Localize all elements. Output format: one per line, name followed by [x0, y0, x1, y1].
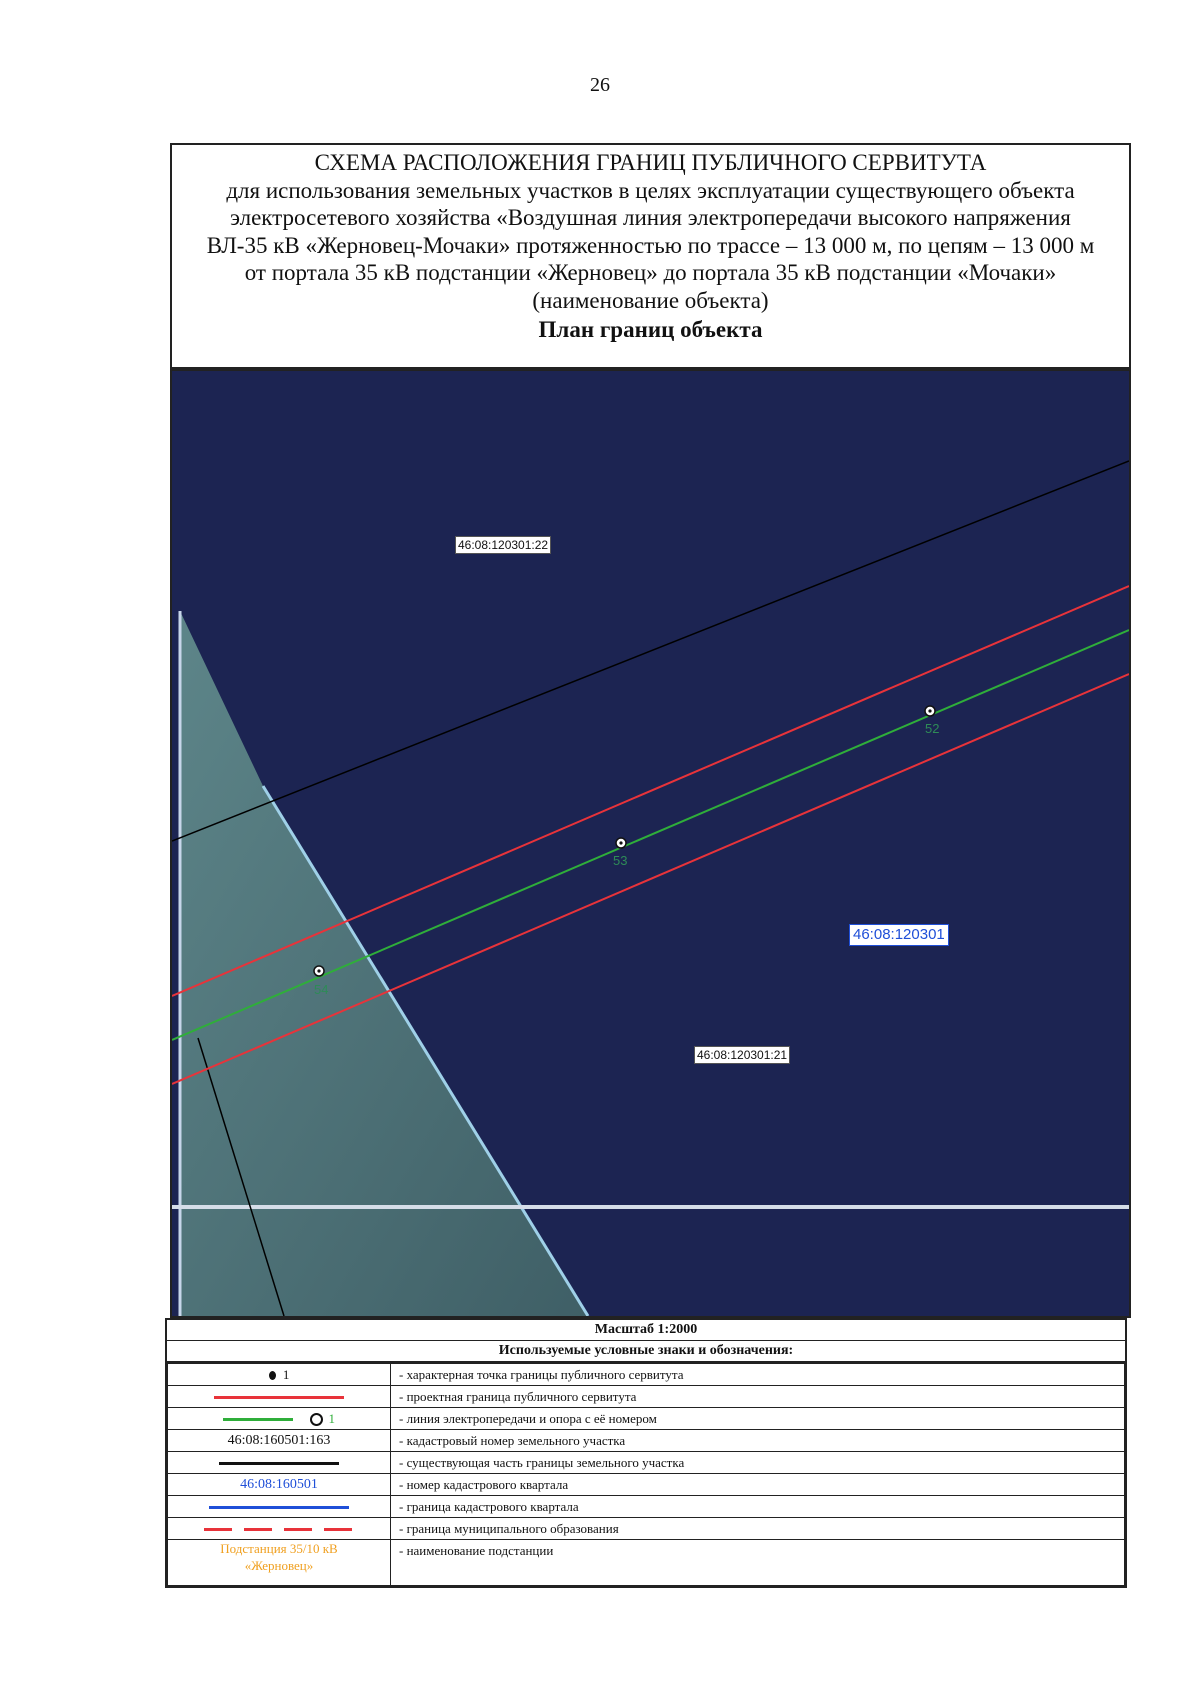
legend-row	[168, 1540, 1125, 1586]
legend-description: - характерная точка границы публичного сервитута	[391, 1364, 1125, 1386]
legend-description: - кадастровый номер земельного участка	[391, 1430, 1125, 1452]
legend-symbol	[168, 1386, 391, 1408]
legend-row	[168, 1386, 1125, 1408]
point-icon	[269, 1371, 276, 1380]
legend-symbol-text: 1	[282, 1366, 290, 1382]
legend-row	[168, 1408, 1125, 1430]
legend-symbol	[168, 1452, 391, 1474]
legend-table	[167, 1363, 1125, 1586]
page-number: 26	[590, 74, 610, 96]
legend-symbol	[168, 1540, 391, 1586]
legend-symbol-text: 46:08:160501:163	[227, 1433, 331, 1448]
black-line-icon	[219, 1462, 339, 1465]
title-line: для использования земельных участков в целях эксплуатации существующего объекта	[226, 177, 1075, 203]
title-line: (наименование объекта)	[532, 287, 769, 313]
legend-row	[168, 1430, 1125, 1452]
legend-symbol-text: 1	[328, 1410, 335, 1426]
legend-description: - существующая часть границы земельного участка	[391, 1452, 1125, 1474]
legend-description: - граница кадастрового квартала	[391, 1496, 1125, 1518]
legend-description: - номер кадастрового квартала	[391, 1474, 1125, 1496]
legend-symbol	[168, 1408, 391, 1430]
title-line: от портала 35 кВ подстанции «Жерновец» до портала 35 кВ подстанции «Мочаки»	[244, 260, 1057, 286]
plan-subtitle: План границ объекта	[538, 316, 763, 342]
legend-row	[168, 1452, 1125, 1474]
legend-symbol	[168, 1364, 391, 1386]
quarter-label: 46:08:120301	[849, 924, 949, 946]
title-line: ВЛ-35 кВ «Жерновец-Мочаки» протяженностью по трассе – 13 000 м, по цепям – 13 000 м	[206, 232, 1095, 258]
support-number: 53	[613, 853, 628, 868]
legend-description: - наименование подстанции	[391, 1540, 1125, 1586]
legend-symbol-text: Подстанция 35/10 кВ «Жерновец»	[220, 1541, 338, 1573]
support-marker-dot	[928, 709, 931, 712]
parcel-label: 46:08:120301:21	[694, 1046, 790, 1064]
legend-description: - проектная граница публичного сервитута	[391, 1386, 1125, 1408]
legend-description: - граница муниципального образования	[391, 1518, 1125, 1540]
title-block	[170, 143, 1131, 369]
red-line-icon	[214, 1396, 344, 1399]
legend-heading: Используемые условные знаки и обозначения:	[167, 1341, 1125, 1363]
title-line: электросетевого хозяйства «Воздушная линия электропередачи высокого напряжения	[230, 205, 1071, 231]
boundary-map	[170, 369, 1131, 1318]
legend	[165, 1318, 1127, 1588]
support-marker-dot	[317, 969, 320, 972]
support-number: 54	[314, 982, 329, 997]
title-line: СХЕМА РАСПОЛОЖЕНИЯ ГРАНИЦ ПУБЛИЧНОГО СЕРВИТУТА	[314, 150, 987, 175]
legend-symbol	[168, 1518, 391, 1540]
legend-symbol	[168, 1496, 391, 1518]
dashed-red-line-icon	[204, 1528, 354, 1531]
map-canvas	[172, 371, 1129, 1316]
legend-symbol-text: 46:08:160501	[240, 1477, 318, 1492]
legend-symbol	[168, 1430, 391, 1452]
blue-line-icon	[209, 1506, 349, 1509]
support-marker-dot	[619, 841, 622, 844]
legend-row	[168, 1364, 1125, 1386]
legend-row	[168, 1496, 1125, 1518]
support-circle-icon	[310, 1413, 323, 1426]
legend-description: - линия электропередачи и опора с её номером	[391, 1408, 1125, 1430]
parcel-label: 46:08:120301:22	[455, 536, 551, 554]
green-line-icon	[223, 1418, 293, 1421]
support-number: 52	[925, 721, 940, 736]
legend-symbol	[168, 1474, 391, 1496]
legend-row	[168, 1474, 1125, 1496]
legend-row	[168, 1518, 1125, 1540]
map-scale: Масштаб 1:2000	[167, 1320, 1125, 1341]
